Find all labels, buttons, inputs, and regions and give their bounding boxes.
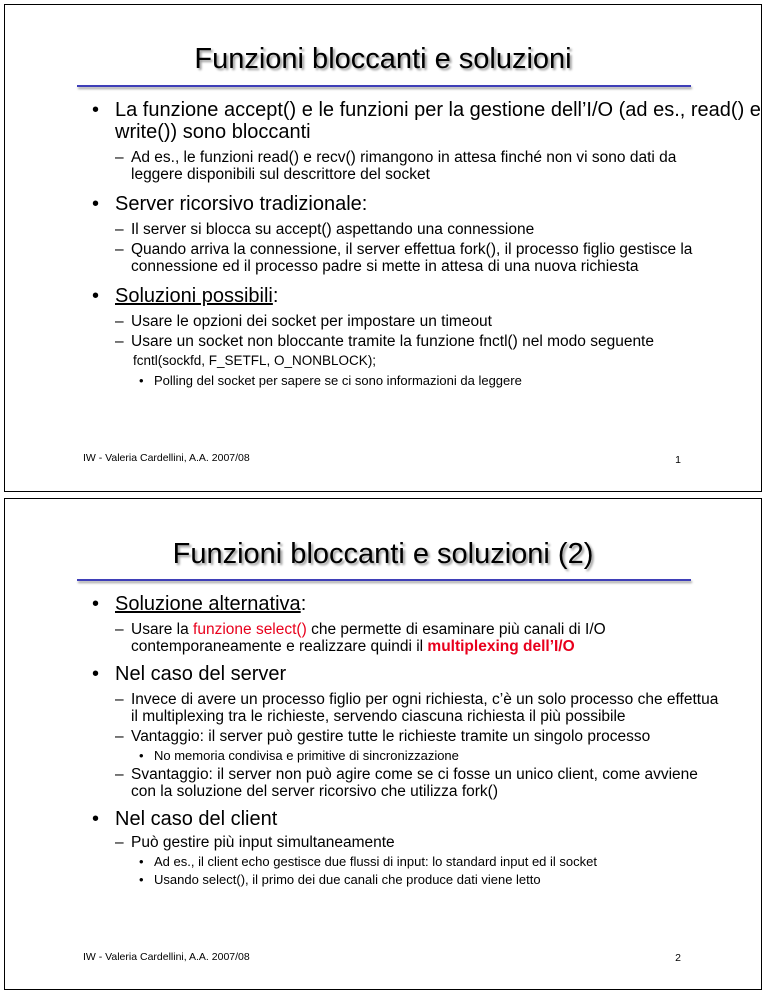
sub-bullet-item xyxy=(5,149,761,183)
sub-sub-bullet-text: Ad es., il client echo gestisce due flussi di input: lo standard input ed il socket xyxy=(154,854,597,869)
sub-bullet-text: Ad es., le funzioni read() e recv() rimangono in attesa finché non vi sono dati da leggere disponibili sul descrittore del socket xyxy=(131,149,677,183)
slide-content xyxy=(5,584,761,887)
sub-bullet-item xyxy=(5,834,761,851)
bullet-icon: • xyxy=(139,854,144,869)
bullet-text: : xyxy=(300,593,307,615)
bullet-text: La funzione accept() e le funzioni per la gestione dell’I/O (ad es., read() e write()) sono bloccanti xyxy=(115,99,761,143)
dash-icon: – xyxy=(115,313,124,330)
slide-content xyxy=(5,90,761,388)
sub-bullet-text: Svantaggio: il server non può agire come se ci fosse un unico client, come avviene con la soluzione del server ricorsivo che utilizza fork() xyxy=(131,766,698,800)
bullet-icon: • xyxy=(92,593,100,615)
dash-icon: – xyxy=(115,333,124,350)
dash-icon: – xyxy=(115,766,124,783)
bullet-icon: • xyxy=(139,748,144,763)
slide-1 xyxy=(4,4,762,492)
code-line: fcntl(sockfd, F_SETFL, O_NONBLOCK); xyxy=(133,353,377,368)
bullet-item xyxy=(5,808,761,830)
dash-icon: – xyxy=(115,221,124,238)
sub-sub-bullet-text: No memoria condivisa e primitive di sincronizzazione xyxy=(154,748,459,763)
sub-sub-bullet-item xyxy=(5,854,761,869)
sub-bullet-item xyxy=(5,728,761,745)
bullet-text-underlined: Soluzioni possibili xyxy=(115,285,273,307)
sub-bullet-item xyxy=(5,313,761,330)
bullet-text-underlined: Soluzione alternativa xyxy=(115,593,301,615)
bullet-icon: • xyxy=(92,99,100,121)
footer-author: IW - Valeria Cardellini, A.A. 2007/08 xyxy=(83,951,250,963)
sub-sub-bullet-text: Polling del socket per sapere se ci sono informazioni da leggere xyxy=(154,373,522,388)
sub-sub-bullet-text: Usando select(), il primo dei due canali che produce dati viene letto xyxy=(154,872,541,887)
bullet-item xyxy=(5,663,761,685)
sub-bullet-text: che permette di esaminare più canali di I/O contemporaneamente e realizzare quindi il xyxy=(131,621,606,655)
dash-icon: – xyxy=(115,149,124,166)
bullet-item xyxy=(5,593,761,615)
sub-sub-bullet-item xyxy=(5,748,761,763)
bullet-item xyxy=(5,285,761,307)
sub-bullet-text: Invece di avere un processo figlio per ogni richiesta, c’è un solo processo che effettua il multiplexing tra le richieste, servendo ciascuna richiesta il più possibile xyxy=(131,691,719,725)
bullet-text: Nel caso del server xyxy=(115,663,287,685)
sub-bullet-item xyxy=(5,333,761,350)
slide-title: Funzioni bloccanti e soluzioni (2) xyxy=(172,538,594,570)
sub-bullet-text: Usare un socket non bloccante tramite la funzione fnctl() nel modo seguente xyxy=(131,333,654,350)
bullet-icon: • xyxy=(139,872,144,887)
highlight-text: funzione select() xyxy=(193,621,307,638)
bullet-text: : xyxy=(272,285,279,307)
dash-icon: – xyxy=(115,728,124,745)
sub-bullet-item xyxy=(5,691,761,725)
sub-bullet-item xyxy=(5,621,761,655)
dash-icon: – xyxy=(115,834,124,851)
slide-2 xyxy=(4,498,762,990)
sub-bullet-text: Può gestire più input simultaneamente xyxy=(131,834,395,851)
bullet-text: Server ricorsivo tradizionale: xyxy=(115,193,368,215)
bullet-icon: • xyxy=(92,663,100,685)
sub-bullet-text: Usare le opzioni dei socket per impostare un timeout xyxy=(131,313,492,330)
page-number: 1 xyxy=(675,454,681,466)
page-number: 2 xyxy=(675,952,681,964)
bullet-icon: • xyxy=(92,808,100,830)
bullet-icon: • xyxy=(92,193,100,215)
bullet-text: Nel caso del client xyxy=(115,808,278,830)
sub-sub-bullet-item xyxy=(5,373,761,388)
sub-sub-bullet-item xyxy=(5,872,761,887)
sub-bullet-item xyxy=(5,221,761,238)
dash-icon: – xyxy=(115,621,124,638)
bullet-item xyxy=(5,99,761,143)
bullet-icon: • xyxy=(139,373,144,388)
sub-bullet-item xyxy=(5,766,761,800)
sub-bullet-text: Usare la xyxy=(131,621,194,638)
title-rule xyxy=(77,85,691,87)
sub-bullet-text: Vantaggio: il server può gestire tutte le richieste tramite un singolo processo xyxy=(131,728,651,745)
sub-bullet-item xyxy=(5,241,761,275)
sub-bullet-text: Il server si blocca su accept() aspettando una connessione xyxy=(131,221,535,238)
footer-author: IW - Valeria Cardellini, A.A. 2007/08 xyxy=(83,452,250,464)
slide-title: Funzioni bloccanti e soluzioni xyxy=(194,43,572,75)
highlight-bold-text: multiplexing dell’I/O xyxy=(427,638,575,655)
dash-icon: – xyxy=(115,691,124,708)
sub-bullet-text: Quando arriva la connessione, il server effettua fork(), il processo figlio gestisce la connessione ed il processo padre si mette in attesa di una nuova richiesta xyxy=(131,241,693,275)
bullet-icon: • xyxy=(92,285,100,307)
title-rule xyxy=(77,579,691,581)
bullet-item xyxy=(5,193,761,215)
dash-icon: – xyxy=(115,241,124,258)
